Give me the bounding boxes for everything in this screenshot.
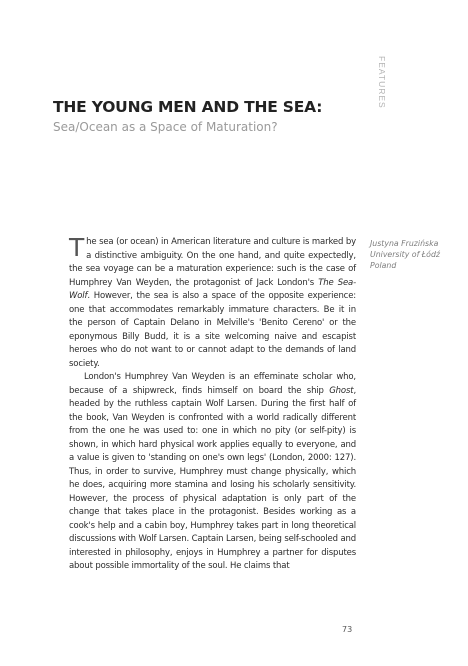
book-title-sea-wolf: The Sea-Wolf bbox=[69, 277, 357, 301]
drop-cap: T bbox=[69, 233, 85, 262]
paragraph-1 bbox=[69, 233, 357, 371]
page-number: 73 bbox=[342, 625, 353, 634]
article-body bbox=[69, 233, 357, 574]
paragraph-2-text-b: , headed by the ruthless captain Wolf Larsen. During the first half of the book, Van Weyden is confronted with a world radically different from the one he was used to: one in which no pity (or self-pity) is shown, in which hard physical work applies equally to everyone, and a value is given to 'standing on one's own legs' (London, 2000: 127). Thus, in order to survive, Humphrey must change physically, which he does, acquiring more stamina and losing his scholarly sensitivity. However, the process of physical adaptation is only part of the change that takes place in the protagonist. Besides working as a cook's help and a cabin boy, Humphrey takes part in long theoretical discussions with Wolf Larsen. Captain Larsen, being self-schooled and interested in philosophy, enjoys in Humphrey a partner for disputes about possible immortality of the soul. He claims that bbox=[69, 385, 356, 571]
author-affiliation: University of Łódź bbox=[370, 250, 440, 260]
author-block bbox=[370, 238, 450, 272]
author-name: Justyna Fruzińska bbox=[370, 239, 439, 248]
section-tag: FEATURES bbox=[377, 56, 387, 109]
article-subtitle: Sea/Ocean as a Space of Maturation? bbox=[53, 120, 278, 134]
paragraph-1-text-b: . However, the sea is also a space of the opposite experience: one that accommodates remarkably immature characters. Be it in the person of Captain Delano in Melville's 'Benito Cereno' or the eponymous Billy Budd, it is a site welcoming naive and escapist heroes who do not want to or cannot adapt to the demands of land society. bbox=[69, 291, 356, 369]
paragraph-1-text-a: he sea (or ocean) in American literature and culture is marked by a distinctive ambiguity. On the one hand, and quite expectedly, the sea voyage can be a maturation experience: such is the case of Humphrey Van Weyden, the protagonist of Jack London's bbox=[69, 237, 356, 288]
paragraph-2 bbox=[69, 371, 356, 574]
article-title: THE YOUNG MEN AND THE SEA: bbox=[53, 98, 323, 116]
ship-name-ghost: Ghost bbox=[329, 385, 354, 396]
author-country: Poland bbox=[370, 261, 397, 271]
paragraph-2-text-a: London's Humphrey Van Weyden is an effeminate scholar who, because of a shipwreck, finds himself on board the ship bbox=[69, 372, 356, 396]
